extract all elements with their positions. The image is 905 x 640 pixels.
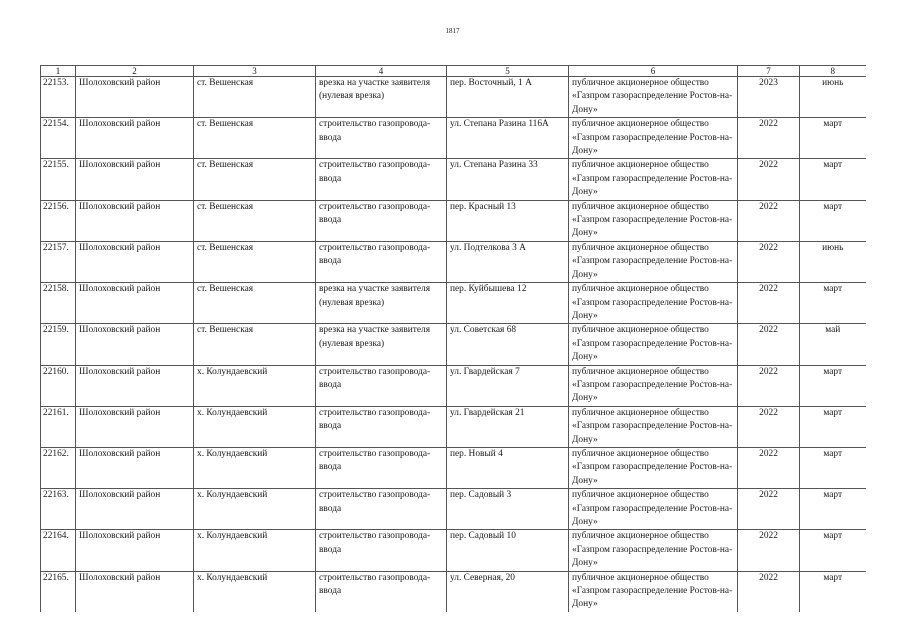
row-number: 22154. [41,118,76,159]
month-cell: март [800,200,866,241]
year-cell: 2023 [738,77,800,118]
row-number: 22164. [41,530,76,571]
row-number: 22160. [41,365,76,406]
table-row [41,571,866,612]
year-cell: 2022 [738,200,800,241]
work-type-cell: строительство газопровода-ввода [316,489,447,530]
table-row [41,365,866,406]
organization-cell: публичное акционерное общество «Газпром газораспределение Ростов-на-Дону» [569,406,738,447]
settlement-cell: ст. Вешенская [194,159,316,200]
settlement-cell: х. Колундаевский [194,571,316,612]
organization-cell: публичное акционерное общество «Газпром газораспределение Ростов-на-Дону» [569,159,738,200]
month-cell: март [800,159,866,200]
column-number: 6 [569,66,738,77]
year-cell: 2022 [738,118,800,159]
year-cell: 2022 [738,324,800,365]
work-type-cell: врезка на участке заявителя (нулевая врезка) [316,283,447,324]
column-number: 8 [800,66,866,77]
table-row [41,406,866,447]
district-cell: Шолоховский район [76,324,194,365]
district-cell: Шолоховский район [76,530,194,571]
work-type-cell: строительство газопровода-ввода [316,447,447,488]
column-number: 3 [194,66,316,77]
row-number: 22158. [41,283,76,324]
column-number: 5 [447,66,569,77]
settlement-cell: ст. Вешенская [194,283,316,324]
organization-cell: публичное акционерное общество «Газпром газораспределение Ростов-на-Дону» [569,571,738,612]
year-cell: 2022 [738,365,800,406]
month-cell: июнь [800,77,866,118]
table-row [41,324,866,365]
work-type-cell: строительство газопровода-ввода [316,406,447,447]
table-row [41,118,866,159]
month-cell: март [800,118,866,159]
row-number: 22165. [41,571,76,612]
organization-cell: публичное акционерное общество «Газпром газораспределение Ростов-на-Дону» [569,77,738,118]
organization-cell: публичное акционерное общество «Газпром газораспределение Ростов-на-Дону» [569,200,738,241]
row-number: 22161. [41,406,76,447]
district-cell: Шолоховский район [76,241,194,282]
table-row [41,159,866,200]
gas-connection-table [40,65,866,612]
district-cell: Шолоховский район [76,365,194,406]
settlement-cell: ст. Вешенская [194,241,316,282]
address-cell: ул. Гвардейская 7 [447,365,569,406]
row-number: 22156. [41,200,76,241]
work-type-cell: врезка на участке заявителя (нулевая врезка) [316,324,447,365]
row-number: 22157. [41,241,76,282]
month-cell: март [800,571,866,612]
month-cell: март [800,447,866,488]
organization-cell: публичное акционерное общество «Газпром газораспределение Ростов-на-Дону» [569,365,738,406]
settlement-cell: ст. Вешенская [194,324,316,365]
row-number: 22162. [41,447,76,488]
row-number: 22155. [41,159,76,200]
year-cell: 2022 [738,447,800,488]
month-cell: март [800,283,866,324]
column-number: 2 [76,66,194,77]
district-cell: Шолоховский район [76,283,194,324]
work-type-cell: врезка на участке заявителя (нулевая врезка) [316,77,447,118]
month-cell: март [800,365,866,406]
column-number: 1 [41,66,76,77]
address-cell: пер. Красный 13 [447,200,569,241]
district-cell: Шолоховский район [76,159,194,200]
table-row [41,530,866,571]
work-type-cell: строительство газопровода-ввода [316,241,447,282]
organization-cell: публичное акционерное общество «Газпром газораспределение Ростов-на-Дону» [569,489,738,530]
settlement-cell: х. Колундаевский [194,447,316,488]
table-row [41,200,866,241]
month-cell: март [800,489,866,530]
organization-cell: публичное акционерное общество «Газпром газораспределение Ростов-на-Дону» [569,447,738,488]
settlement-cell: ст. Вешенская [194,200,316,241]
page-number: 1817 [445,27,460,35]
month-cell: март [800,530,866,571]
address-cell: ул. Советская 68 [447,324,569,365]
organization-cell: публичное акционерное общество «Газпром газораспределение Ростов-на-Дону» [569,324,738,365]
year-cell: 2022 [738,406,800,447]
year-cell: 2022 [738,159,800,200]
work-type-cell: строительство газопровода-ввода [316,200,447,241]
column-number: 7 [738,66,800,77]
district-cell: Шолоховский район [76,489,194,530]
settlement-cell: х. Колундаевский [194,406,316,447]
district-cell: Шолоховский район [76,77,194,118]
organization-cell: публичное акционерное общество «Газпром газораспределение Ростов-на-Дону» [569,118,738,159]
settlement-cell: х. Колундаевский [194,365,316,406]
district-cell: Шолоховский район [76,406,194,447]
address-cell: ул. Гвардейская 21 [447,406,569,447]
organization-cell: публичное акционерное общество «Газпром газораспределение Ростов-на-Дону» [569,241,738,282]
organization-cell: публичное акционерное общество «Газпром газораспределение Ростов-на-Дону» [569,530,738,571]
address-cell: ул. Подтелкова 3 А [447,241,569,282]
work-type-cell: строительство газопровода-ввода [316,365,447,406]
month-cell: март [800,406,866,447]
column-number: 4 [316,66,447,77]
address-cell: пер. Садовый 3 [447,489,569,530]
table-row [41,241,866,282]
row-number: 22163. [41,489,76,530]
month-cell: июнь [800,241,866,282]
settlement-cell: ст. Вешенская [194,118,316,159]
work-type-cell: строительство газопровода-ввода [316,118,447,159]
district-cell: Шолоховский район [76,118,194,159]
district-cell: Шолоховский район [76,571,194,612]
work-type-cell: строительство газопровода-ввода [316,159,447,200]
settlement-cell: х. Колундаевский [194,530,316,571]
work-type-cell: строительство газопровода-ввода [316,530,447,571]
table-row [41,489,866,530]
year-cell: 2022 [738,489,800,530]
address-cell: пер. Восточный, 1 А [447,77,569,118]
table-row [41,77,866,118]
table-body [41,77,866,612]
row-number: 22153. [41,77,76,118]
address-cell: ул. Степана Разина 116А [447,118,569,159]
address-cell: ул. Степана Разина 33 [447,159,569,200]
district-cell: Шолоховский район [76,447,194,488]
work-type-cell: строительство газопровода-ввода [316,571,447,612]
address-cell: пер. Садовый 10 [447,530,569,571]
address-cell: пер. Куйбышева 12 [447,283,569,324]
table-row [41,447,866,488]
district-cell: Шолоховский район [76,200,194,241]
year-cell: 2022 [738,283,800,324]
column-number-row [41,66,866,77]
address-cell: ул. Северная, 20 [447,571,569,612]
table-row [41,283,866,324]
year-cell: 2022 [738,571,800,612]
year-cell: 2022 [738,241,800,282]
month-cell: май [800,324,866,365]
address-cell: пер. Новый 4 [447,447,569,488]
organization-cell: публичное акционерное общество «Газпром газораспределение Ростов-на-Дону» [569,283,738,324]
settlement-cell: х. Колундаевский [194,489,316,530]
row-number: 22159. [41,324,76,365]
year-cell: 2022 [738,530,800,571]
settlement-cell: ст. Вешенская [194,77,316,118]
